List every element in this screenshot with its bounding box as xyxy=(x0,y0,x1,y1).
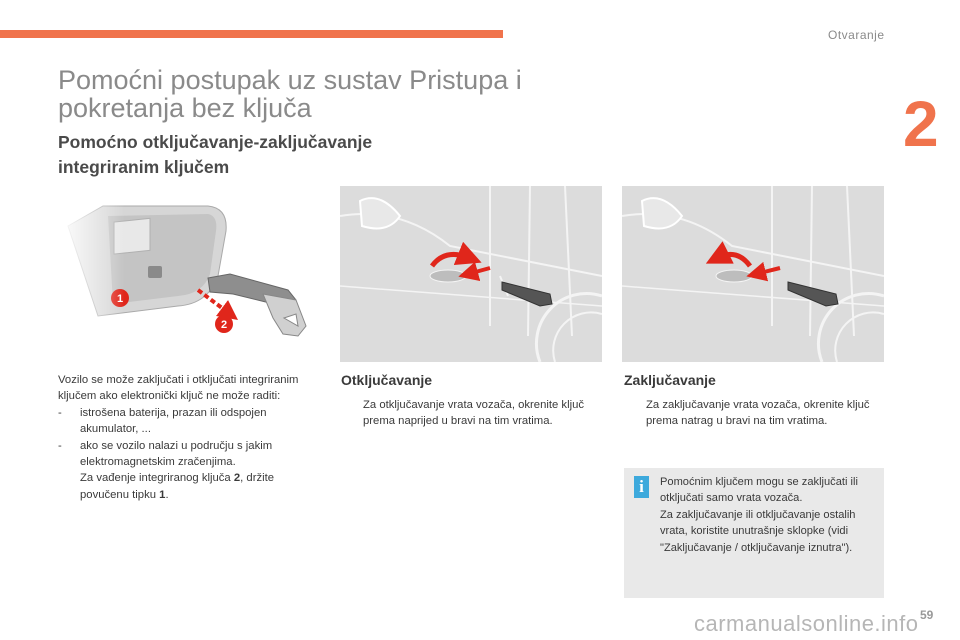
intro-text-block xyxy=(58,372,308,503)
section-label: Otvaranje xyxy=(828,28,885,42)
unlocking-text: Za otključavanje vrata vozača, okrenite ključ prema naprijed u bravi na tim vratima. xyxy=(341,397,603,430)
info-icon: i xyxy=(634,476,649,498)
top-accent-bar xyxy=(0,30,503,38)
page-title: Pomoćni postupak uz sustav Pristupa i pokretanja bez ključa xyxy=(58,65,522,123)
info-text: Pomoćnim ključem mogu se zaključati ili otključati samo vrata vozača. Za zaključavanje ili otključavanje ostalih vrata, koristite unutrašnje sklopke (vidi "Zaključavanje / otključavanje iznutra"). xyxy=(660,476,858,554)
list-item: - istrošena baterija, prazan ili odspojen akumulator, ... xyxy=(58,406,267,436)
unlocking-heading: Otključavanje xyxy=(341,372,433,388)
page-number: 59 xyxy=(920,608,934,622)
instruction-marker xyxy=(624,397,646,430)
instruction-item: Za vađenje integriranog ključa 2, držite povučenu tipku 1. xyxy=(58,470,308,503)
instruction-marker xyxy=(58,470,80,503)
door-lock-illustration xyxy=(622,186,884,362)
locking-text: Za zaključavanje vrata vozača, okrenite ključ prema natrag u bravi na tim vratima. xyxy=(624,397,886,430)
page-subtitle: Pomoćno otključavanje-zaključavanje integriranim ključem xyxy=(58,132,373,177)
intro-paragraph: Vozilo se može zaključati i otključati integriranim ključem ako elektronički ključ ne može raditi: xyxy=(58,374,299,403)
list-item: - ako se vozilo nalazi u području s jakim elektromagnetskim zračenjima. xyxy=(58,439,273,469)
chapter-number: 2 xyxy=(903,88,939,160)
info-box xyxy=(624,468,884,598)
locking-heading: Zaključavanje xyxy=(624,372,716,388)
watermark: carmanualsonline.info xyxy=(694,611,919,636)
instruction-marker xyxy=(341,397,363,430)
key-fob-illustration xyxy=(58,186,324,362)
door-unlock-illustration xyxy=(340,186,602,362)
